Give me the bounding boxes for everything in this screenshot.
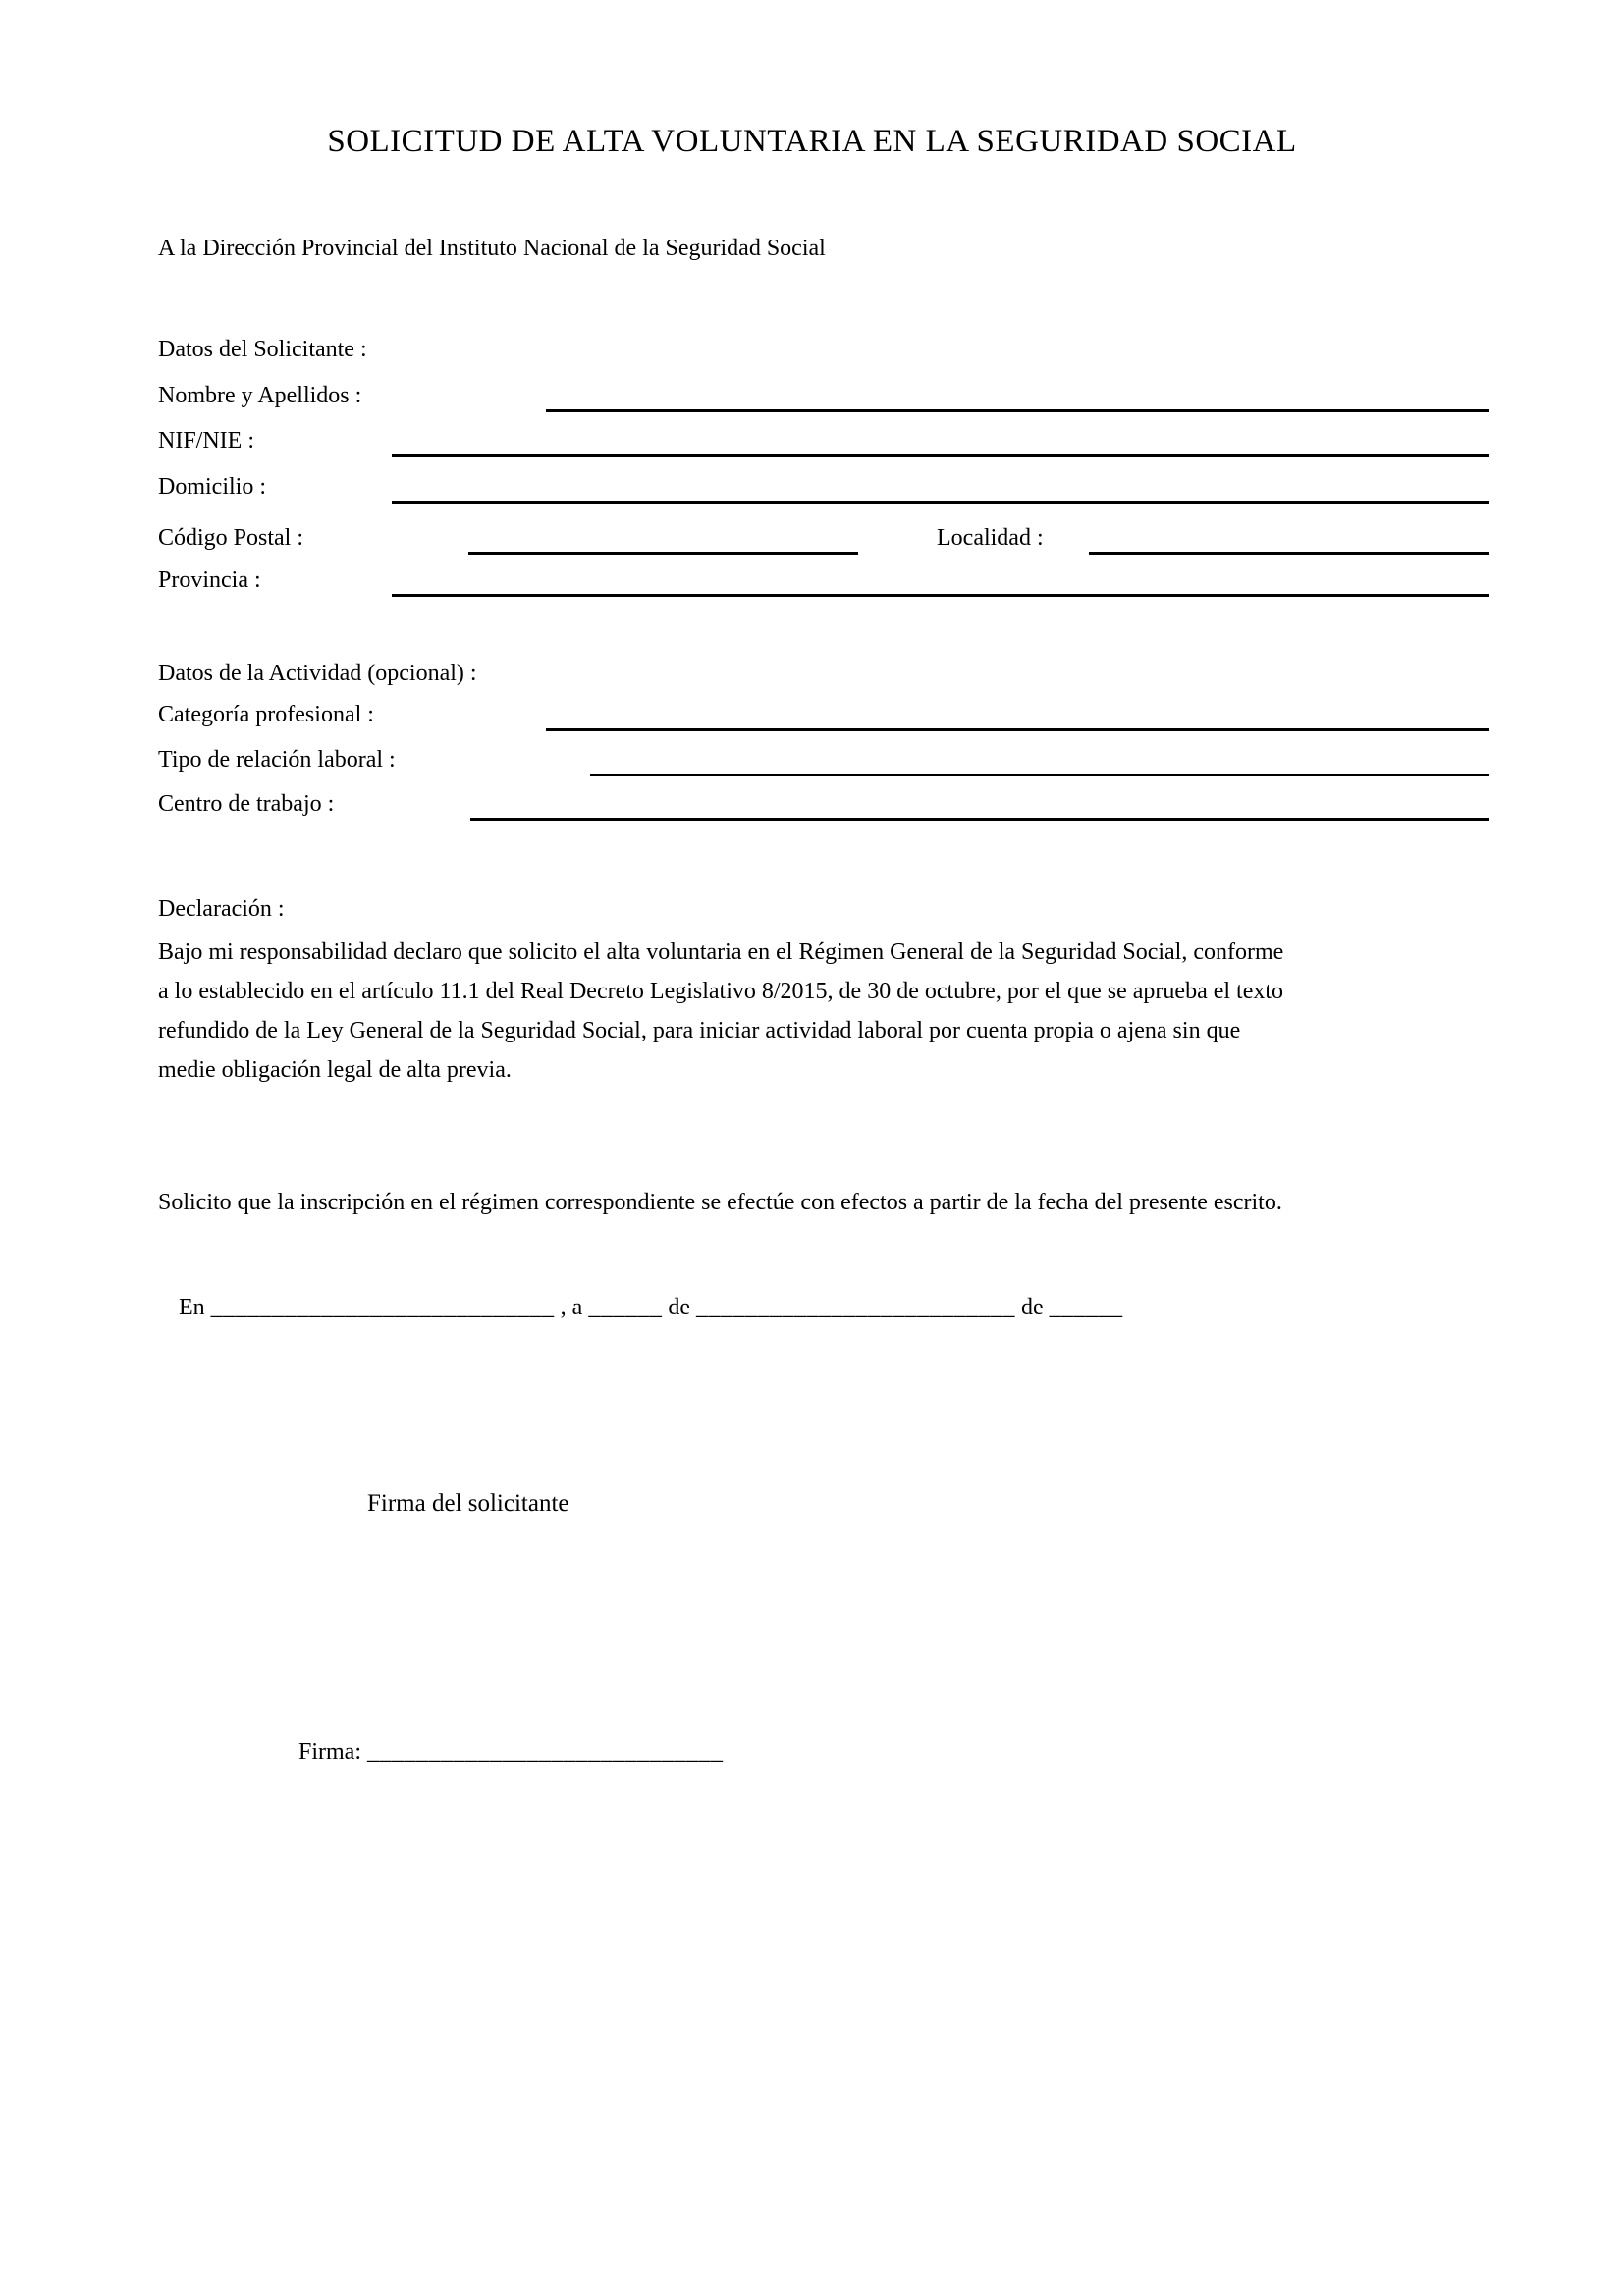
month-blank[interactable]: __________________________ (695, 1295, 1015, 1320)
name-label: Nombre y Apellidos : (158, 383, 362, 408)
day-blank[interactable]: ______ (588, 1295, 663, 1320)
date-line (155, 1268, 1123, 1348)
declaration-heading: Declaración : (158, 896, 285, 922)
declaration-paragraph (158, 933, 1493, 1090)
professional-category-fill-line[interactable] (546, 728, 1489, 731)
signature-blank[interactable]: _____________________________ (367, 1739, 724, 1765)
workplace-fill-line[interactable] (470, 818, 1489, 821)
page-title: SOLICITUD DE ALTA VOLUNTARIA EN LA SEGURIDAD SOCIAL (327, 124, 1297, 159)
date-de-month: de (662, 1295, 696, 1320)
province-label: Provincia : (158, 567, 261, 593)
field-row-professional-category (158, 700, 1489, 731)
request-statement: Solicito que la inscripción en el régimen correspondiente se efectúe con efectos a partir de la fecha del presente escrito. (158, 1190, 1282, 1215)
postal-code-fill-line[interactable] (468, 552, 858, 555)
workplace-label: Centro de trabajo : (158, 791, 335, 817)
address-label: Domicilio : (158, 474, 266, 500)
year-blank[interactable]: ______ (1049, 1295, 1123, 1320)
locality-fill-line[interactable] (1089, 552, 1489, 555)
locality-label: Localidad : (937, 525, 1044, 551)
signature-label: Firma: (298, 1739, 367, 1765)
signature-caption: Firma del solicitante (367, 1490, 569, 1517)
field-row-postal-locality (158, 523, 1489, 555)
date-de-year: de (1014, 1295, 1050, 1320)
declaration-line: a lo establecido en el artículo 11.1 del Real Decreto Legislativo 8/2015, de 30 de octubre, por el que se aprueba el texto (158, 979, 1284, 1004)
address-fill-line[interactable] (392, 501, 1489, 504)
field-row-employment-relation (158, 745, 1489, 776)
declaration-line: refundido de la Ley General de la Seguridad Social, para iniciar actividad laboral por cuenta propia o ajena sin que (158, 1018, 1241, 1043)
name-fill-line[interactable] (546, 409, 1489, 412)
place-blank[interactable]: ____________________________ (210, 1295, 555, 1320)
addressee-line: A la Dirección Provincial del Instituto Nacional de la Seguridad Social (158, 236, 826, 261)
applicant-section-heading: Datos del Solicitante : (158, 337, 367, 362)
date-comma-a: , a (554, 1295, 589, 1320)
field-row-workplace (158, 789, 1489, 821)
field-row-address (158, 472, 1489, 504)
postal-code-label: Código Postal : (158, 525, 304, 551)
field-row-nif (158, 426, 1489, 457)
employment-relation-fill-line[interactable] (590, 774, 1489, 776)
professional-category-label: Categoría profesional : (158, 702, 374, 727)
declaration-line: medie obligación legal de alta previa. (158, 1057, 512, 1083)
province-fill-line[interactable] (392, 594, 1489, 597)
declaration-line: Bajo mi responsabilidad declaro que solicito el alta voluntaria en el Régimen General de la Seguridad Social, conforme (158, 939, 1284, 965)
field-row-province (158, 565, 1489, 597)
signature-row (275, 1713, 724, 1792)
employment-relation-label: Tipo de relación laboral : (158, 747, 396, 773)
activity-section-heading: Datos de la Actividad (opcional) : (158, 661, 477, 686)
field-row-name (158, 381, 1489, 412)
nif-label: NIF/NIE : (158, 428, 254, 454)
nif-fill-line[interactable] (392, 454, 1489, 457)
date-prefix: En (179, 1295, 211, 1320)
